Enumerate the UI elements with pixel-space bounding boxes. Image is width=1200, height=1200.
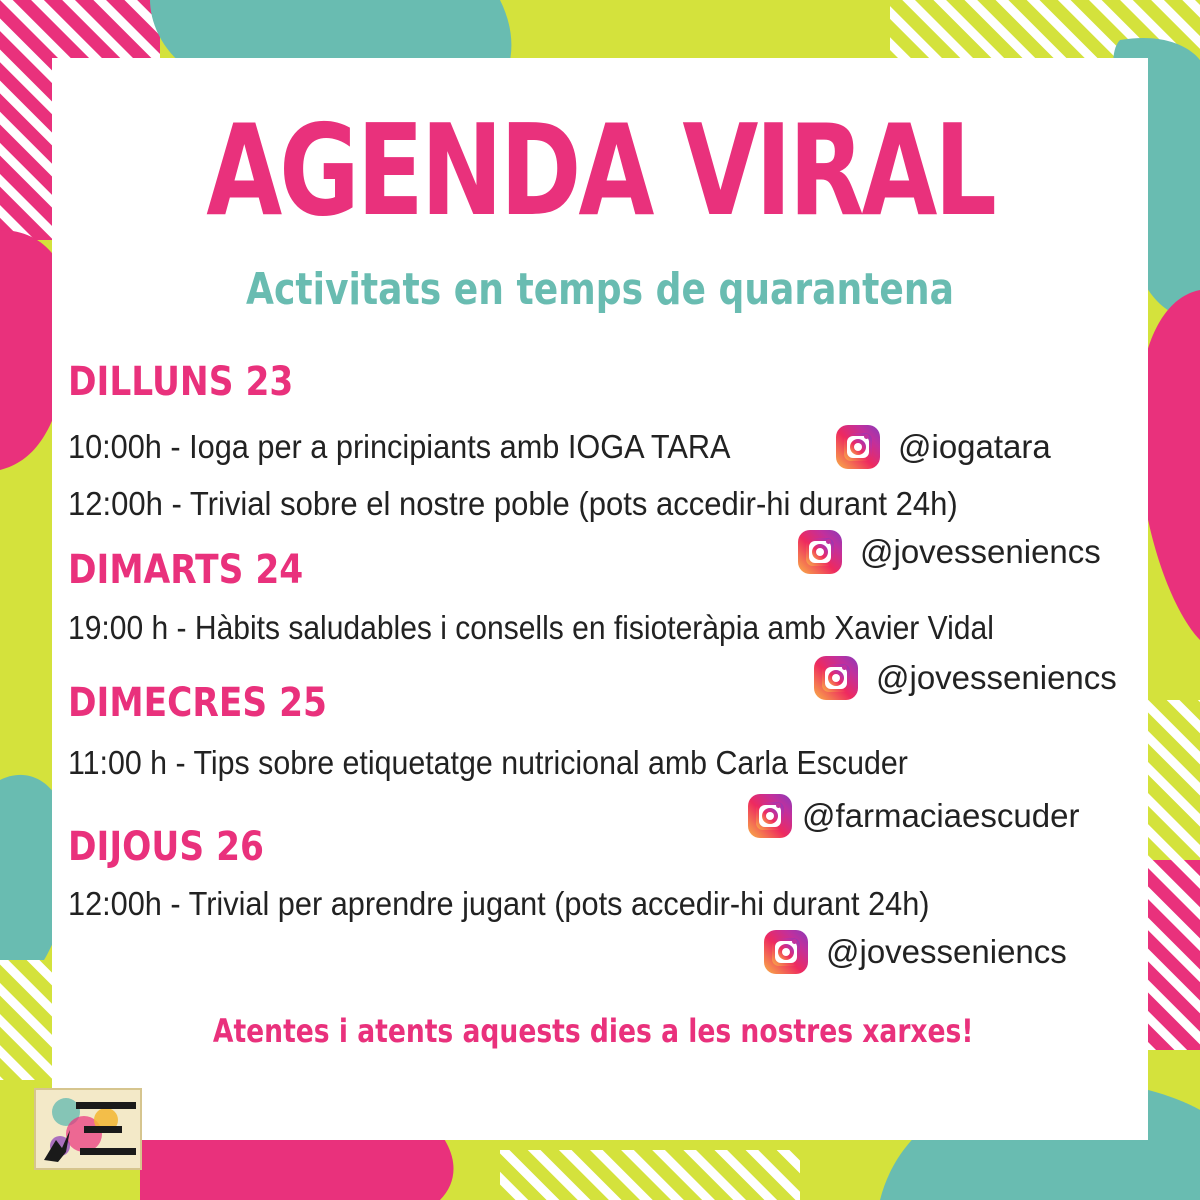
- instagram-handle: @farmaciaescuder: [802, 797, 1080, 834]
- page-subtitle: Activitats en temps de quarantena: [246, 264, 954, 315]
- activity-line: 12:00h - Trivial sobre el nostre poble (pots accedir-hi durant 24h): [68, 485, 958, 522]
- page-title: AGENDA VIRAL: [206, 97, 994, 244]
- activity-line: 11:00 h - Tips sobre etiquetatge nutricional amb Carla Escuder: [68, 744, 908, 781]
- instagram-link[interactable]: [836, 425, 1051, 469]
- instagram-icon: [748, 794, 792, 838]
- instagram-handle: @iogatara: [898, 428, 1051, 465]
- instagram-handle: @jovesseniencs: [876, 659, 1117, 696]
- instagram-icon: [798, 530, 842, 574]
- instagram-link[interactable]: [798, 530, 1101, 574]
- activity-line: 10:00h - Ioga per a principiants amb IOGA TARA: [68, 428, 731, 465]
- activity-line: 19:00 h - Hàbits saludables i consells en fisioteràpia amb Xavier Vidal: [68, 609, 994, 646]
- instagram-link[interactable]: [814, 656, 1117, 700]
- instagram-link[interactable]: [764, 930, 1067, 974]
- instagram-handle: @jovesseniencs: [826, 933, 1067, 970]
- day-heading-dijous: DIJOUS 26: [68, 824, 264, 870]
- instagram-icon: [836, 425, 880, 469]
- instagram-icon: [764, 930, 808, 974]
- day-heading-dimecres: DIMECRES 25: [68, 680, 327, 726]
- day-heading-dilluns: DILLUNS 23: [68, 359, 294, 405]
- instagram-link[interactable]: [748, 794, 1079, 838]
- footer-message: Atentes i atents aquests dies a les nostres xarxes!: [212, 1012, 974, 1050]
- activity-line: 12:00h - Trivial per aprendre jugant (pots accedir-hi durant 24h): [68, 885, 930, 922]
- day-heading-dimarts: DIMARTS 24: [68, 547, 304, 593]
- instagram-handle: @jovesseniencs: [860, 533, 1101, 570]
- instagram-icon: [814, 656, 858, 700]
- organization-logo: [34, 1088, 142, 1170]
